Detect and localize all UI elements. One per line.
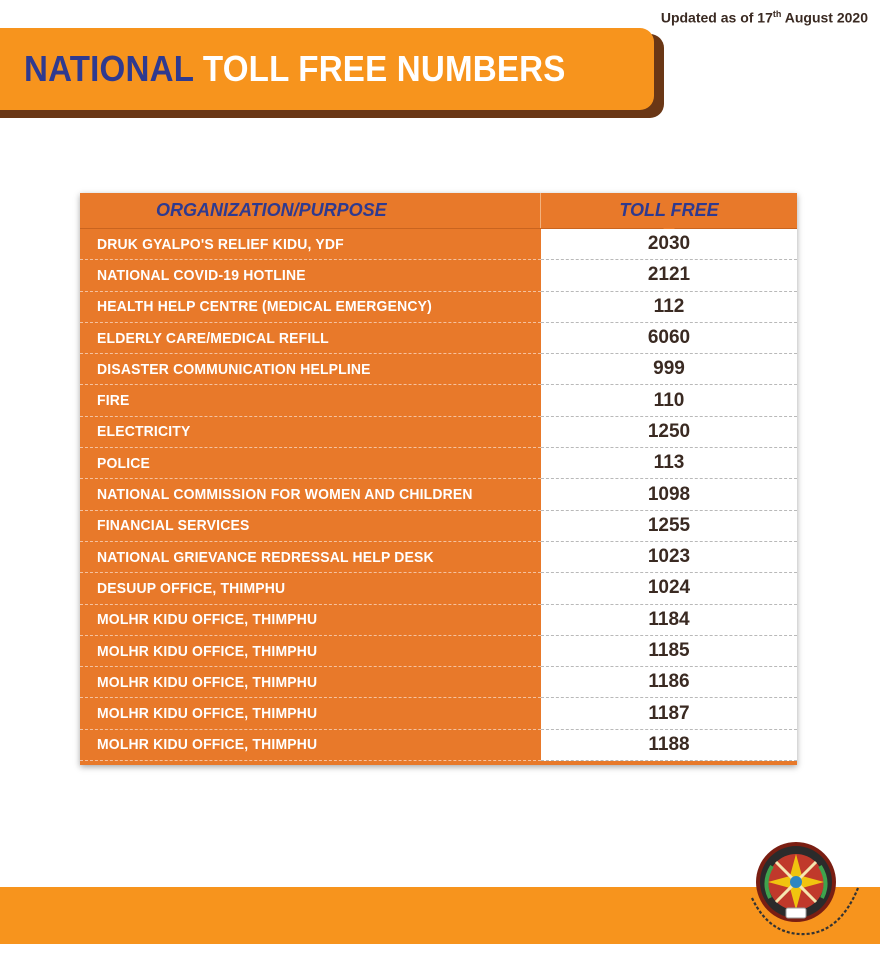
organization-cell — [80, 354, 541, 385]
updated-suffix: August 2020 — [781, 9, 868, 26]
royal-emblem-icon — [750, 838, 862, 938]
organization-cell — [80, 667, 541, 698]
organization-cell — [80, 448, 541, 479]
toll-free-number: 1184 — [541, 605, 797, 636]
organization-text: POLICE — [97, 454, 151, 472]
toll-free-number: 1250 — [541, 417, 797, 448]
toll-free-number: 1023 — [541, 542, 797, 573]
organization-cell — [80, 292, 541, 323]
organization-cell — [80, 511, 541, 542]
toll-free-number: 1188 — [541, 730, 797, 761]
header-organization: ORGANIZATION/PURPOSE — [80, 193, 541, 228]
page-title — [24, 48, 565, 90]
organization-cell — [80, 385, 541, 416]
toll-free-number: 1187 — [541, 698, 797, 729]
organization-text: MOLHR KIDU OFFICE, THIMPHU — [97, 611, 318, 629]
table-row — [80, 573, 797, 604]
organization-cell — [80, 479, 541, 510]
table-row — [80, 479, 797, 510]
table-header — [80, 193, 797, 229]
organization-cell — [80, 730, 541, 761]
table-row — [80, 636, 797, 667]
updated-date — [661, 9, 868, 26]
table-row — [80, 354, 797, 385]
organization-text: DESUUP OFFICE, THIMPHU — [97, 579, 286, 597]
toll-free-number: 1024 — [541, 573, 797, 604]
title-word-tollfree: TOLL FREE NUMBERS — [202, 48, 566, 89]
table-row — [80, 292, 797, 323]
organization-cell — [80, 636, 541, 667]
table-row — [80, 698, 797, 729]
organization-text: MOLHR KIDU OFFICE, THIMPHU — [97, 736, 318, 754]
title-banner — [0, 28, 654, 110]
organization-cell — [80, 542, 541, 573]
organization-text: ELECTRICITY — [97, 423, 191, 441]
organization-cell — [80, 605, 541, 636]
organization-cell — [80, 229, 541, 260]
organization-cell — [80, 260, 541, 291]
table-row — [80, 730, 797, 761]
organization-text: HEALTH HELP CENTRE (MEDICAL EMERGENCY) — [97, 298, 432, 316]
organization-text: FINANCIAL SERVICES — [97, 517, 250, 535]
organization-text: NATIONAL COMMISSION FOR WOMEN AND CHILDREN — [97, 486, 473, 504]
toll-free-table — [80, 193, 797, 765]
organization-cell — [80, 323, 541, 354]
organization-text: DISASTER COMMUNICATION HELPLINE — [97, 360, 371, 378]
toll-free-number: 112 — [541, 292, 797, 323]
header-toll-free: TOLL FREE — [541, 193, 797, 228]
toll-free-number: 2121 — [541, 260, 797, 291]
organization-cell — [80, 417, 541, 448]
updated-prefix: Updated as of 17 — [660, 9, 773, 26]
organization-text: ELDERLY CARE/MEDICAL REFILL — [97, 329, 329, 347]
toll-free-number: 1098 — [541, 479, 797, 510]
toll-free-number: 113 — [541, 448, 797, 479]
table-row — [80, 260, 797, 291]
table-row — [80, 542, 797, 573]
organization-cell — [80, 573, 541, 604]
organization-text: MOLHR KIDU OFFICE, THIMPHU — [97, 673, 318, 691]
table-row — [80, 667, 797, 698]
organization-text: NATIONAL GRIEVANCE REDRESSAL HELP DESK — [97, 548, 434, 566]
organization-text: FIRE — [97, 392, 130, 410]
toll-free-number: 1185 — [541, 636, 797, 667]
footer-bar — [0, 887, 880, 944]
toll-free-number: 6060 — [541, 323, 797, 354]
toll-free-number: 1186 — [541, 667, 797, 698]
updated-sup: th — [772, 9, 782, 19]
title-word-national: NATIONAL — [24, 48, 194, 89]
table-body — [80, 229, 797, 761]
table-row — [80, 229, 797, 260]
organization-cell — [80, 698, 541, 729]
table-row — [80, 448, 797, 479]
organization-text: DRUK GYALPO'S RELIEF KIDU, YDF — [97, 235, 344, 253]
table-row — [80, 323, 797, 354]
organization-text: NATIONAL COVID-19 HOTLINE — [97, 266, 306, 284]
toll-free-number: 999 — [541, 354, 797, 385]
toll-free-number: 1255 — [541, 511, 797, 542]
toll-free-number: 110 — [541, 385, 797, 416]
organization-text: MOLHR KIDU OFFICE, THIMPHU — [97, 642, 318, 660]
table-row — [80, 605, 797, 636]
organization-text: MOLHR KIDU OFFICE, THIMPHU — [97, 705, 318, 723]
table-row — [80, 385, 797, 416]
toll-free-number: 2030 — [541, 229, 797, 260]
table-row — [80, 511, 797, 542]
table-row — [80, 417, 797, 448]
